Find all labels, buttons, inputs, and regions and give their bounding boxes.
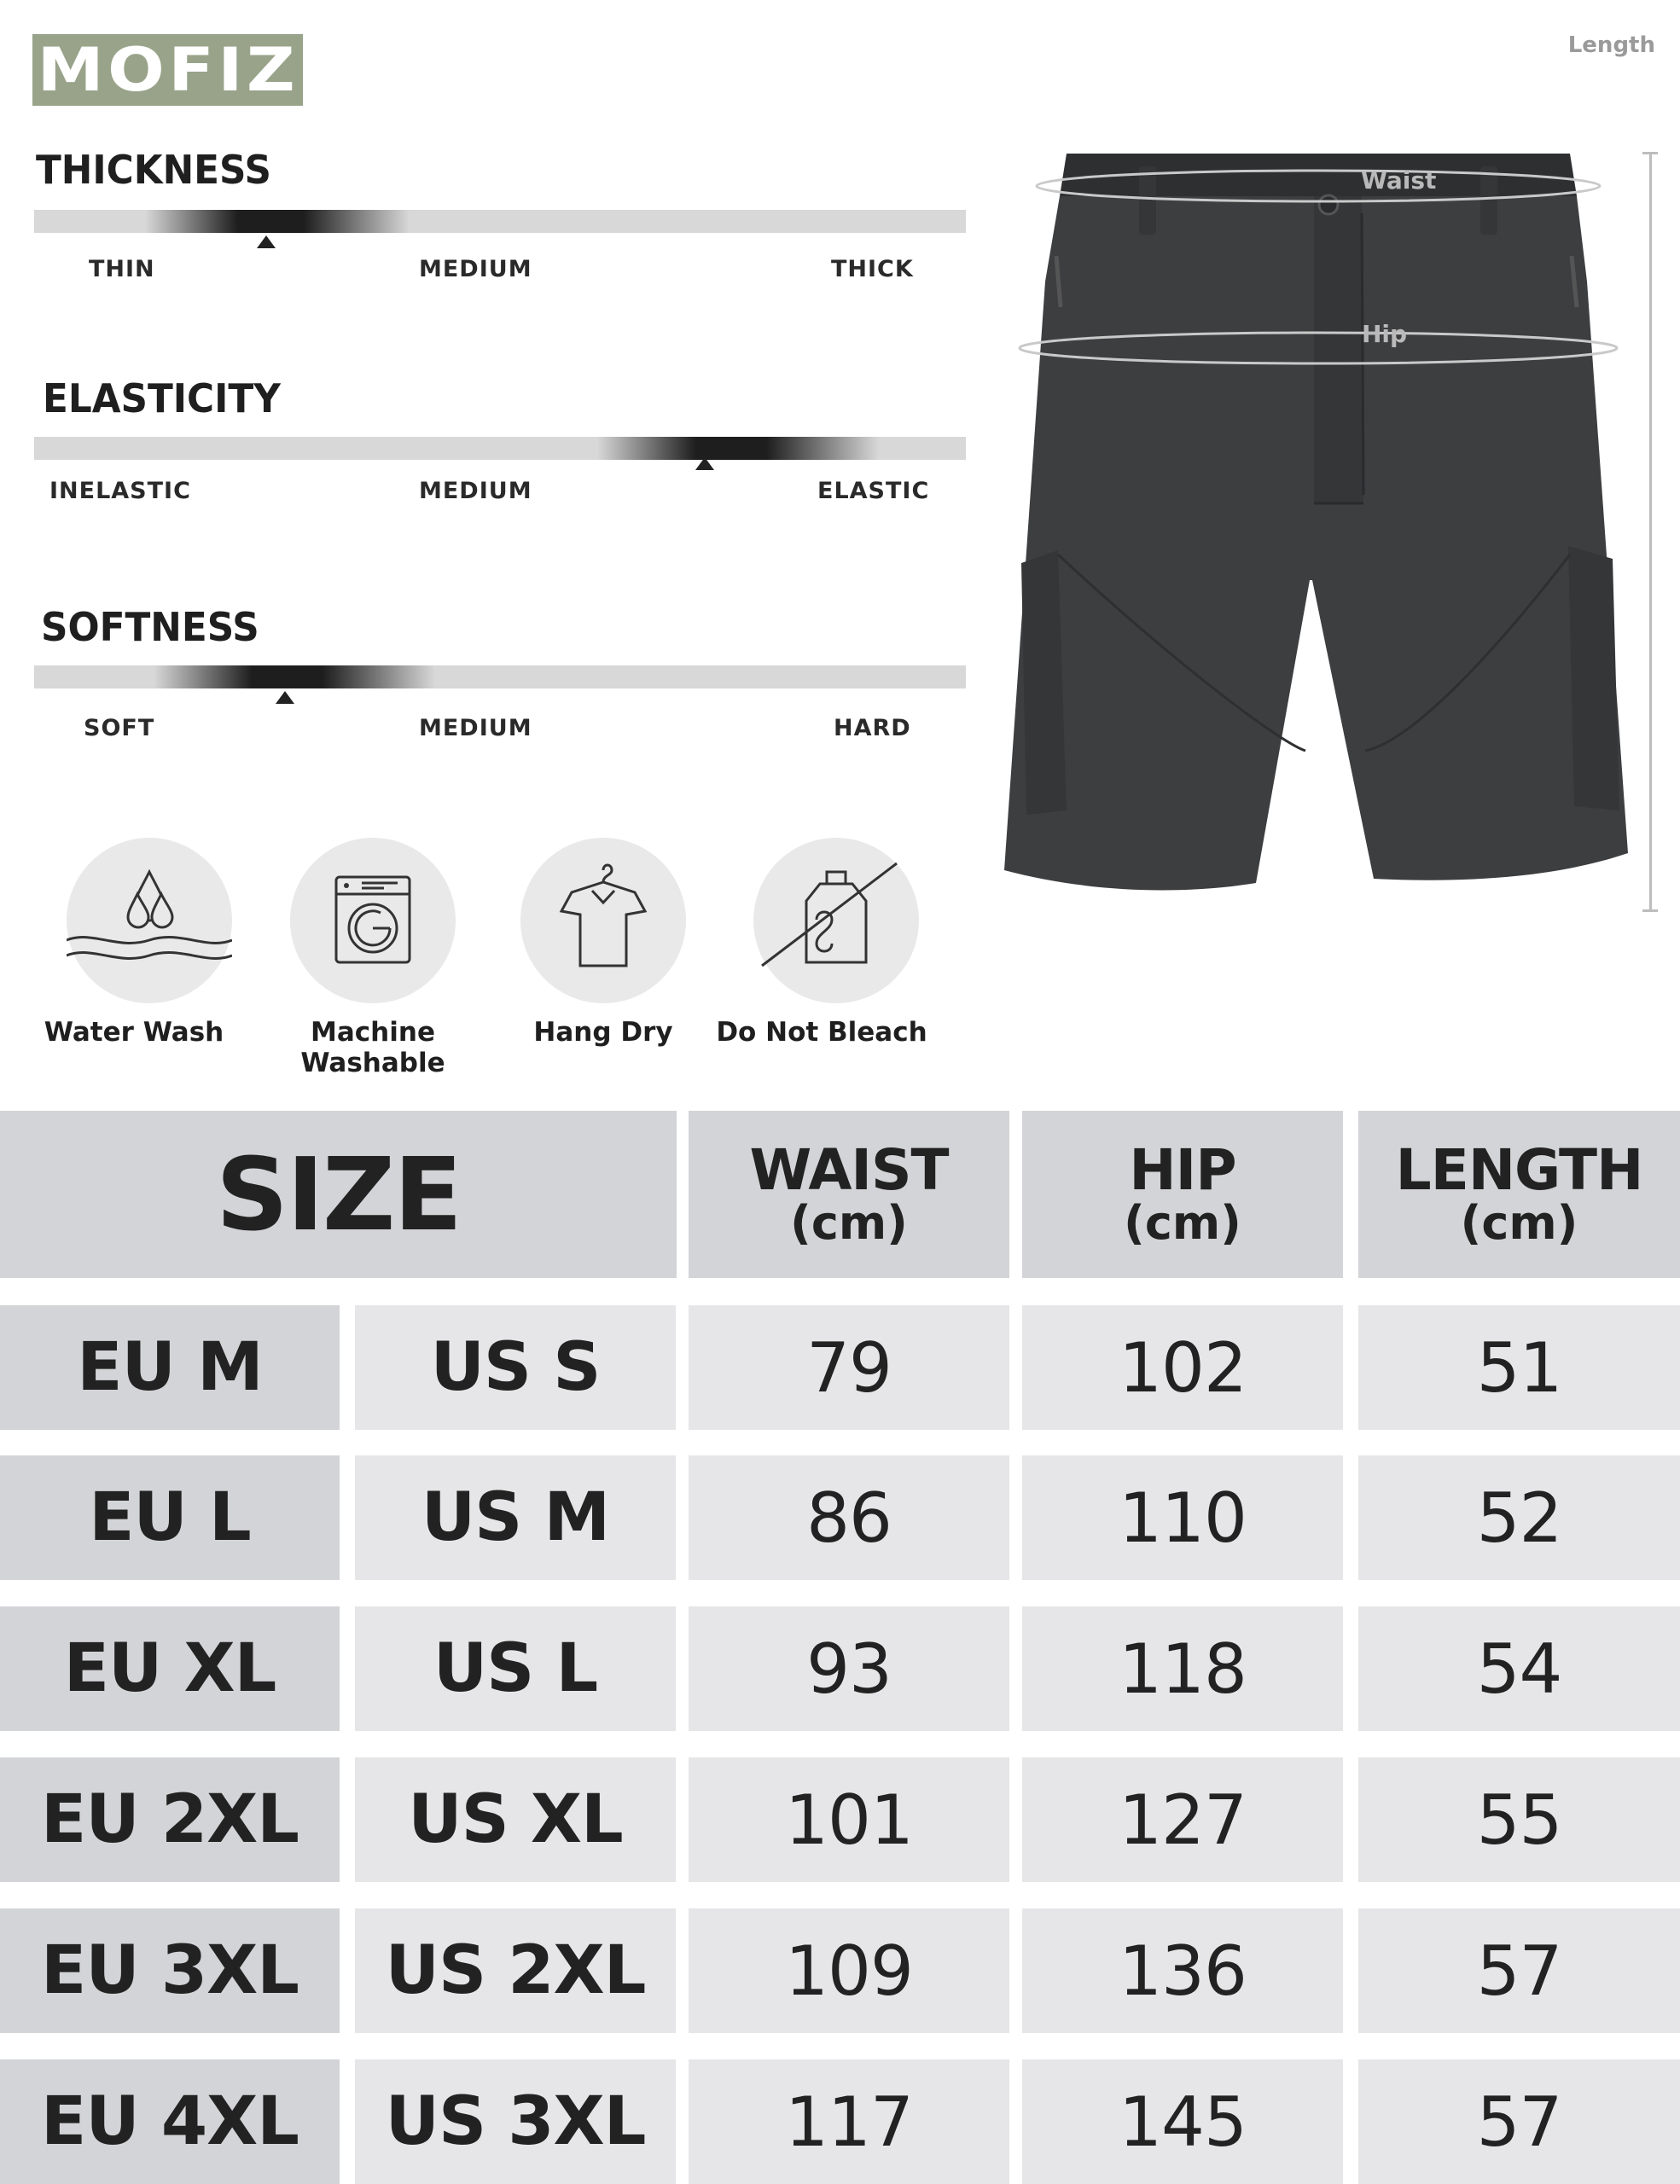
table-row-us-size: US L — [355, 1606, 676, 1731]
table-cell-hip: 110 — [1022, 1455, 1343, 1580]
table-cell-length: 51 — [1358, 1305, 1680, 1430]
table-cell-hip: 127 — [1022, 1757, 1343, 1882]
elasticity-marker — [695, 457, 714, 470]
length-corner-label: Length — [1567, 32, 1655, 58]
hang-dry-label: Hang Dry — [533, 1017, 673, 1048]
softness-title: SOFTNESS — [41, 604, 259, 650]
elasticity-title: ELASTICITY — [43, 375, 281, 421]
softness-label-high: HARD — [834, 715, 911, 741]
softness-bar — [34, 665, 966, 688]
table-cell-waist: 79 — [689, 1305, 1009, 1430]
length-header-unit: (cm) — [1460, 1196, 1578, 1251]
table-cell-length: 52 — [1358, 1455, 1680, 1580]
shorts-illustration — [998, 141, 1642, 909]
water-wash-icon — [67, 838, 232, 1003]
table-row-eu-size: EU 4XL — [0, 2059, 340, 2184]
machine-washable-label: Machine Washable — [300, 1017, 445, 1078]
waist-header-unit: (cm) — [790, 1196, 908, 1251]
elasticity-label-high: ELASTIC — [817, 478, 930, 504]
table-row-us-size: US S — [355, 1305, 676, 1430]
table-cell-hip: 102 — [1022, 1305, 1343, 1430]
table-row-us-size: US XL — [355, 1757, 676, 1882]
table-cell-waist: 86 — [689, 1455, 1009, 1580]
table-row-eu-size: EU XL — [0, 1606, 340, 1731]
thickness-bar — [34, 210, 966, 233]
table-cell-hip: 136 — [1022, 1908, 1343, 2033]
elasticity-label-mid: MEDIUM — [419, 478, 532, 504]
waist-measure-label: Waist — [1361, 166, 1437, 195]
table-cell-waist: 117 — [689, 2059, 1009, 2184]
length-guide-line — [1649, 152, 1652, 912]
table-row-eu-size: EU 3XL — [0, 1908, 340, 2033]
table-cell-waist: 93 — [689, 1606, 1009, 1731]
thickness-label-mid: MEDIUM — [419, 256, 532, 282]
hip-column-header — [1022, 1111, 1343, 1278]
water-wash-label: Water Wash — [44, 1017, 224, 1048]
waist-column-header — [689, 1111, 1009, 1278]
machine-washable-icon — [290, 838, 456, 1003]
length-column-header — [1358, 1111, 1680, 1278]
table-cell-length: 57 — [1358, 1908, 1680, 2033]
length-guide-top-tick — [1642, 152, 1658, 154]
table-row-us-size: US 3XL — [355, 2059, 676, 2184]
waist-header-name: WAIST — [749, 1137, 949, 1203]
table-cell-waist: 109 — [689, 1908, 1009, 2033]
thickness-marker — [257, 235, 276, 248]
table-row-eu-size: EU 2XL — [0, 1757, 340, 1882]
table-row-eu-size: EU M — [0, 1305, 340, 1430]
hip-header-name: HIP — [1129, 1137, 1236, 1203]
elasticity-label-low: INELASTIC — [49, 478, 191, 504]
softness-label-mid: MEDIUM — [419, 715, 532, 741]
do-not-bleach-label: Do Not Bleach — [716, 1017, 927, 1048]
table-row-eu-size: EU L — [0, 1455, 340, 1580]
brand-logo-text: MOFIZ — [37, 35, 299, 105]
thickness-title: THICKNESS — [36, 147, 271, 193]
hang-dry-icon — [520, 838, 686, 1003]
table-cell-length: 54 — [1358, 1606, 1680, 1731]
length-header-name: LENGTH — [1395, 1137, 1643, 1203]
thickness-label-high: THICK — [831, 256, 914, 282]
size-header: SIZE — [0, 1111, 677, 1278]
table-row-us-size: US M — [355, 1455, 676, 1580]
thickness-label-low: THIN — [89, 256, 155, 282]
do-not-bleach-icon — [753, 838, 919, 1003]
table-cell-length: 55 — [1358, 1757, 1680, 1882]
hip-measure-label: Hip — [1362, 320, 1408, 348]
softness-marker — [276, 691, 294, 704]
table-cell-length: 57 — [1358, 2059, 1680, 2184]
elasticity-bar — [34, 437, 966, 460]
softness-label-low: SOFT — [84, 715, 155, 741]
hip-header-unit: (cm) — [1124, 1196, 1241, 1251]
table-cell-waist: 101 — [689, 1757, 1009, 1882]
table-cell-hip: 118 — [1022, 1606, 1343, 1731]
brand-logo — [32, 34, 303, 106]
table-row-us-size: US 2XL — [355, 1908, 676, 2033]
length-guide-bottom-tick — [1642, 909, 1658, 912]
table-cell-hip: 145 — [1022, 2059, 1343, 2184]
